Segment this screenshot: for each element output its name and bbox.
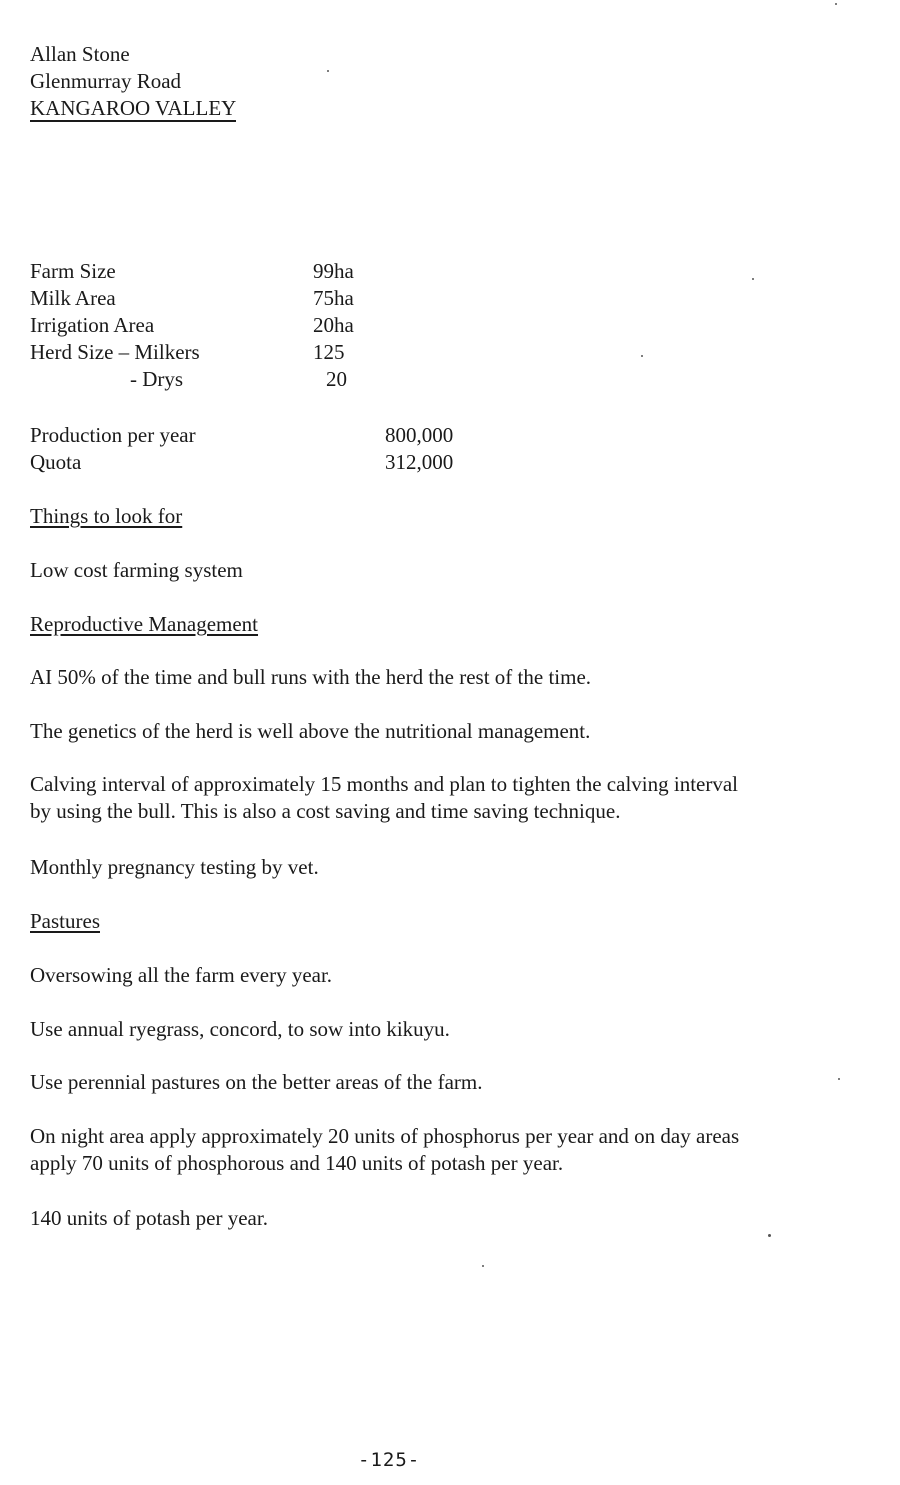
fact-value: 75ha [313, 286, 354, 310]
scan-speck [327, 70, 329, 72]
fact-row-herd-drys [30, 366, 630, 393]
fact-row-irrigation-area [30, 312, 630, 339]
paragraph-calving-line2: by using the bull. This is also a cost saving and time saving technique. [30, 799, 621, 823]
quota-label: Quota [30, 450, 82, 474]
production-label: Production per year [30, 423, 196, 447]
fact-label: Irrigation Area [30, 313, 155, 337]
quota-value: 312,000 [385, 450, 454, 474]
paragraph-oversowing: Oversowing all the farm every year. [30, 963, 333, 987]
fact-value: 125 [313, 340, 345, 364]
scan-speck [835, 3, 837, 5]
fact-row-farm-size [30, 258, 630, 285]
scan-speck [838, 1078, 840, 1080]
address-town: KANGAROO VALLEY [30, 96, 237, 120]
paragraph-potash: 140 units of potash per year. [30, 1206, 268, 1230]
fact-label: - Drys [130, 367, 184, 391]
fact-value: 20 [326, 367, 347, 391]
fact-label: Farm Size [30, 259, 116, 283]
address-block [30, 41, 236, 122]
paragraph-genetics: The genetics of the herd is well above the nutritional management. [30, 719, 591, 743]
paragraph-ai: AI 50% of the time and bull runs with the herd the rest of the time. [30, 665, 592, 689]
scan-speck [641, 355, 643, 357]
scan-speck [768, 1234, 771, 1237]
paragraph-low-cost: Low cost farming system [30, 558, 243, 582]
scan-speck [482, 1265, 484, 1267]
paragraph-pregnancy: Monthly pregnancy testing by vet. [30, 855, 319, 879]
heading-reproductive-management: Reproductive Management [30, 612, 259, 636]
farm-facts-table [30, 258, 630, 393]
page-number: -125- [358, 1449, 421, 1471]
paragraph-night-area-line1: On night area apply approximately 20 units of phosphorus per year and on day areas [30, 1124, 740, 1148]
heading-pastures: Pastures [30, 909, 100, 933]
fact-label: Herd Size – Milkers [30, 340, 200, 364]
fact-value: 20ha [313, 313, 354, 337]
paragraph-perennial: Use perennial pastures on the better areas of the farm. [30, 1070, 483, 1094]
paragraph-ryegrass: Use annual ryegrass, concord, to sow into kikuyu. [30, 1017, 450, 1041]
fact-label: Milk Area [30, 286, 116, 310]
production-value: 800,000 [385, 423, 454, 447]
paragraph-night-area-line2: apply 70 units of phosphorous and 140 units of potash per year. [30, 1151, 564, 1175]
production-row [30, 422, 630, 449]
fact-row-milk-area [30, 285, 630, 312]
fact-row-herd-milkers [30, 339, 630, 366]
fact-value: 99ha [313, 259, 354, 283]
production-table [30, 422, 630, 476]
paragraph-calving-line1: Calving interval of approximately 15 months and plan to tighten the calving interval [30, 772, 739, 796]
quota-row [30, 449, 630, 476]
address-road: Glenmurray Road [30, 69, 182, 93]
scan-speck [752, 278, 754, 280]
address-name: Allan Stone [30, 42, 130, 66]
heading-things-to-look-for: Things to look for [30, 504, 183, 528]
